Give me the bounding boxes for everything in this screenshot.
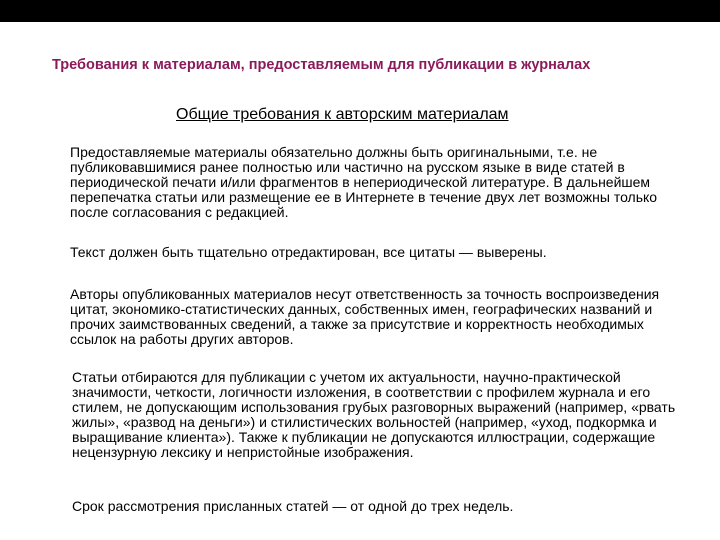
section-heading: Общие требования к авторским материалам xyxy=(176,106,509,123)
top-bar xyxy=(0,0,720,22)
slide-title: Требования к материалам, предоставляемым для публикации в журналах xyxy=(52,57,591,73)
paragraph-responsibility: Авторы опубликованных материалов несут ответственность за точность воспроизведения цитат, экономико-статистических данных, собственных имен, географических названий и прочих заимствованных сведений, а также за присутствие и корректность необходимых ссылок на работы других авторов. xyxy=(70,286,660,347)
paragraph-review-period: Срок рассмотрения присланных статей — от одной до трех недель. xyxy=(72,498,514,514)
paragraph-selection: Статьи отбираются для публикации с учетом их актуальности, научно-практической значимости, четкости, логичности изложения, в соответствии с профилем журнала и его стилем, не допускающим использования грубых разговорных выражений (например, «рвать жилы», «развод на деньги») и стилистических вольностей (например, «уход, подкормка и выращивание клиента»). Также к публикации не допускаются иллюстрации, содержащие нецензурную лексику и непристойные изображения. xyxy=(72,369,676,460)
paragraph-editing: Текст должен быть тщательно отредактирован, все цитаты — выверены. xyxy=(70,244,547,260)
paragraph-originality: Предоставляемые материалы обязательно должны быть оригинальными, т.е. не публиковавшимися ранее полностью или частично на русском языке в виде статей в периодической печати и/или фрагментов в непериодической литературе. В дальнейшем перепечатка статьи или размещение ее в Интернете в течение двух лет возможны только после согласования с редакцией. xyxy=(70,144,658,220)
